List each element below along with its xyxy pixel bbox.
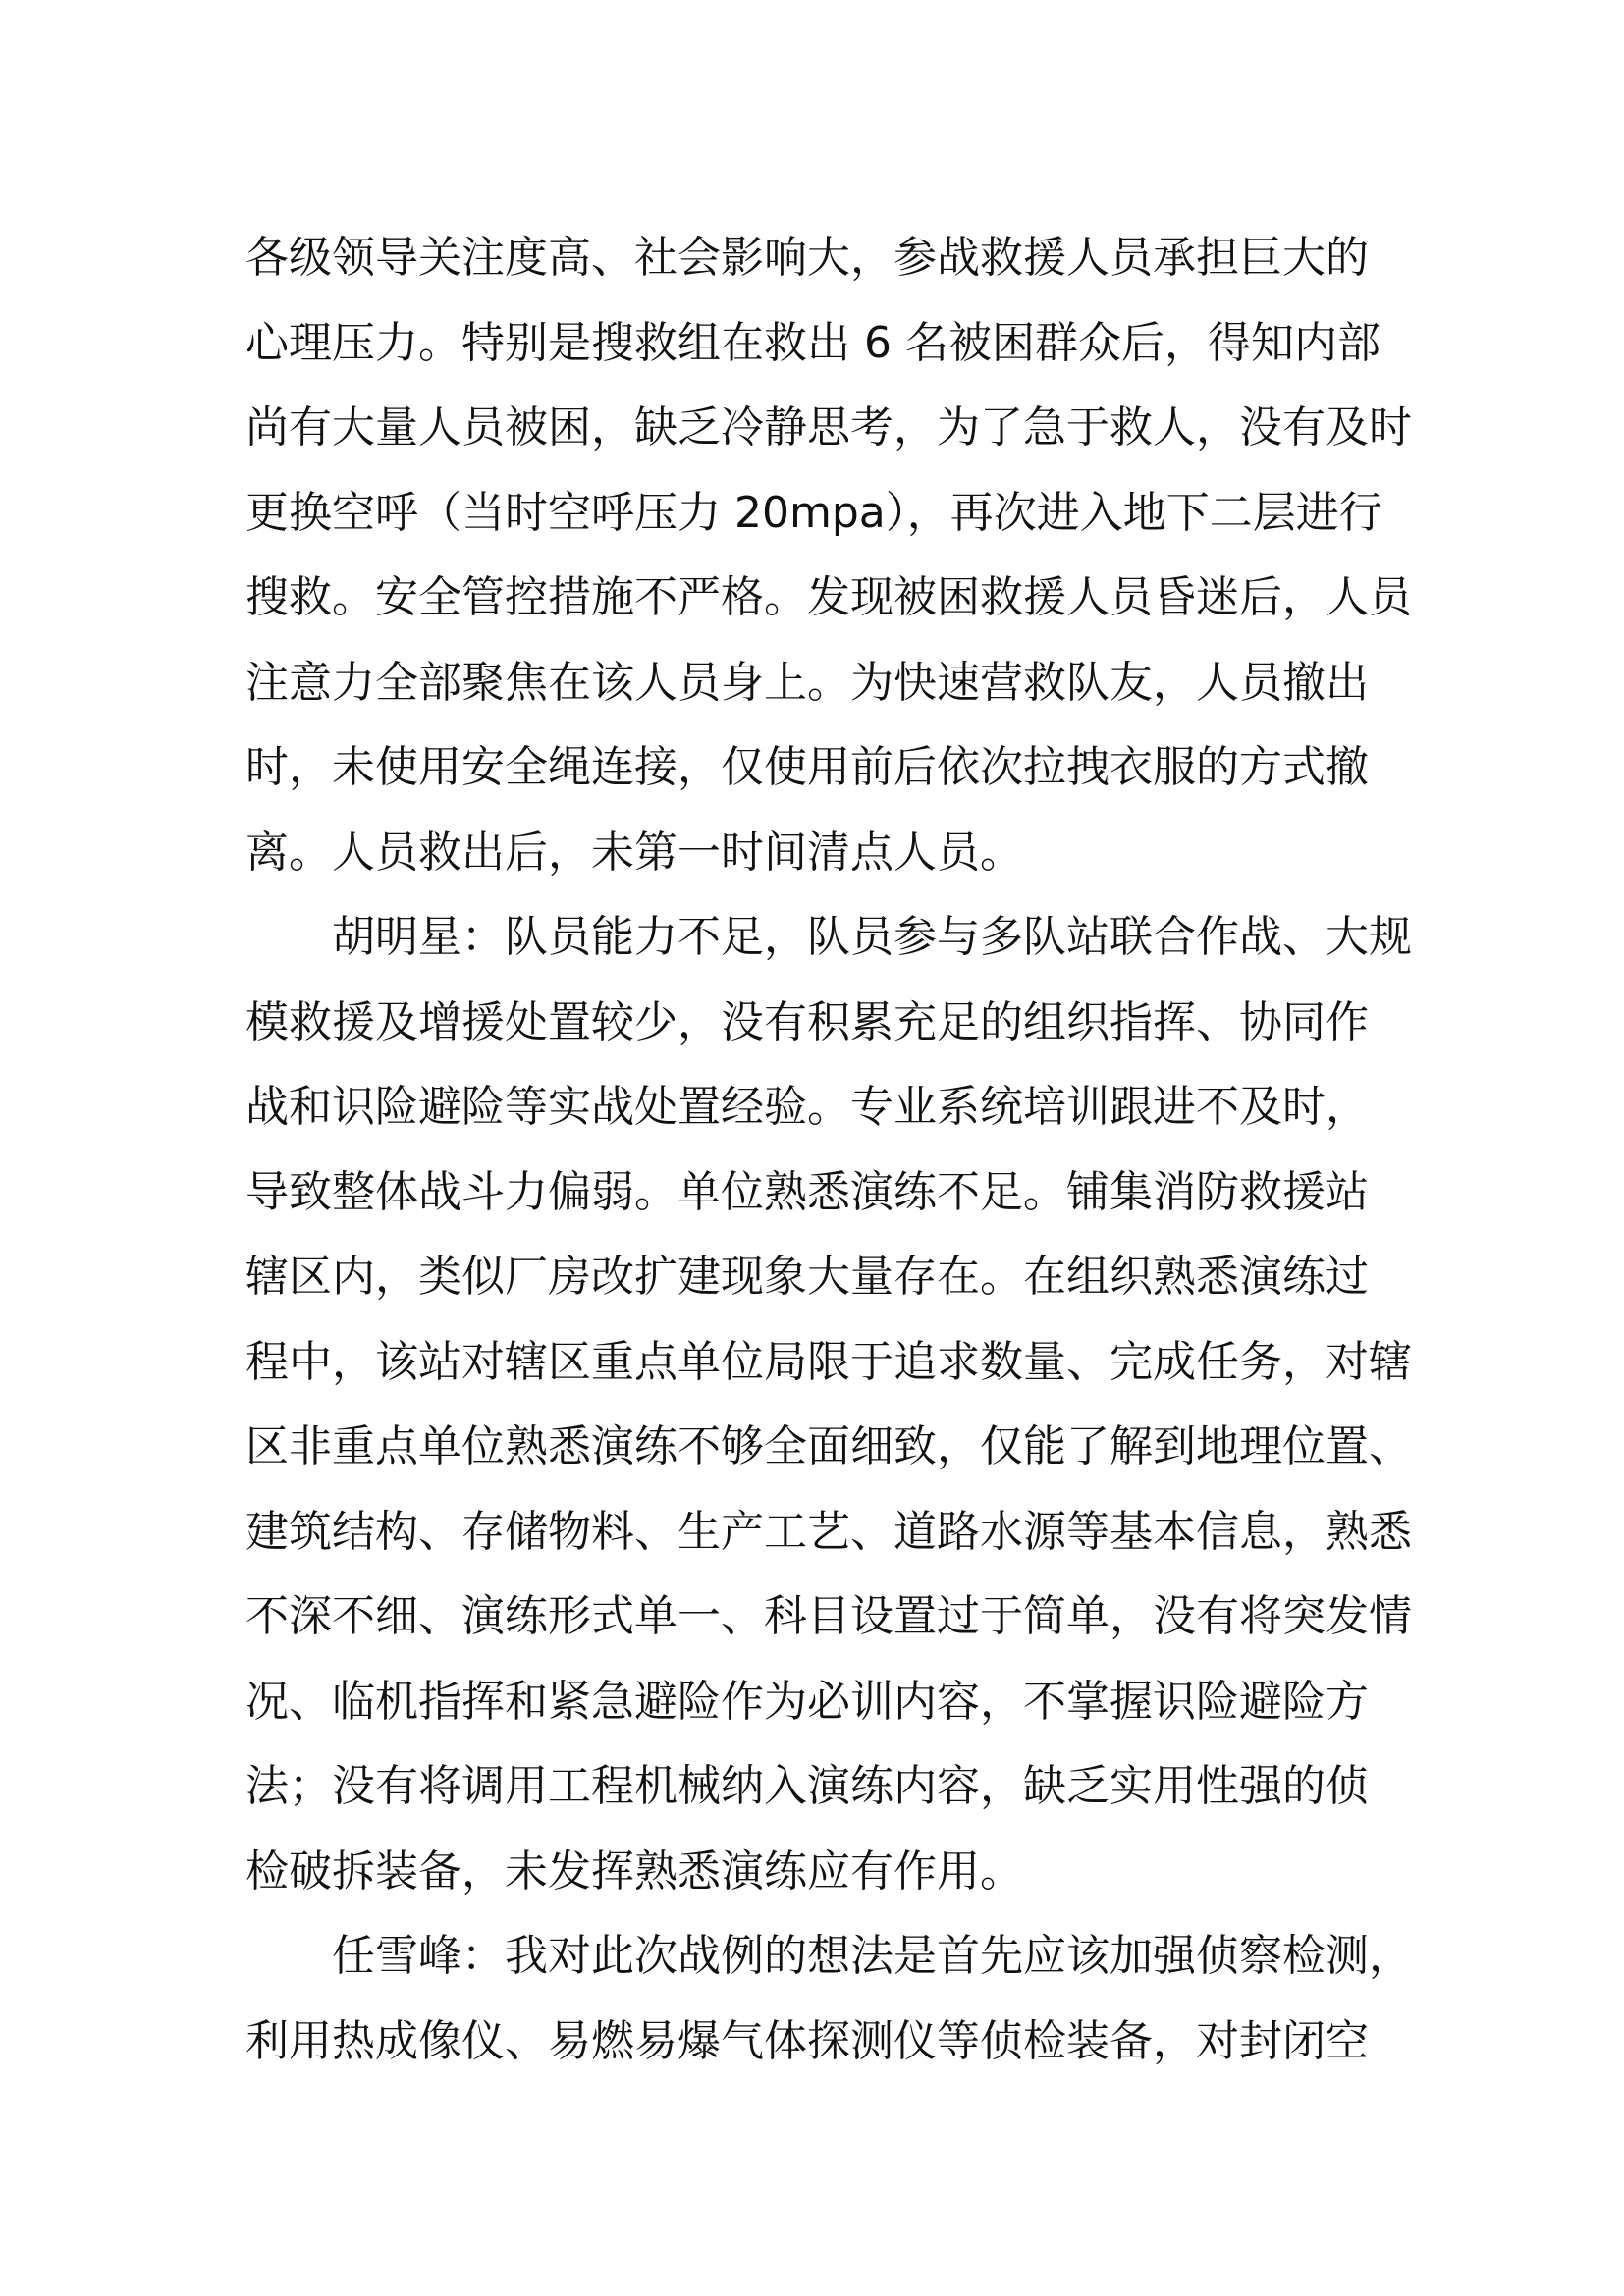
paragraph-start-line: 胡明星：队员能力不足，队员参与多队站联合作战、大规: [332, 912, 1412, 962]
text-line: 模救援及增援处置较少，没有积累充足的组织指挥、协同作: [245, 996, 1369, 1047]
text-line: 时，未使用安全绳连接，仅使用前后依次拉拽衣服的方式撤: [245, 742, 1369, 792]
text-line: 区非重点单位熟悉演练不够全面细致，仅能了解到地理位置、: [245, 1421, 1412, 1471]
body-text: [245, 216, 1412, 2084]
text-line: 更换空呼（当时空呼压力 20mpa），再次进入地下二层进行: [245, 487, 1382, 538]
text-line: 心理压力。特别是搜救组在救出 6 名被困群众后，得知内部: [245, 317, 1380, 368]
text-line: 检破拆装备，未发挥熟悉演练应有作用。: [245, 1845, 1023, 1896]
text-line: 利用热成像仪、易燃易爆气体探测仪等侦检装备，对封闭空: [245, 2015, 1369, 2066]
text-line: 搜救。安全管控措施不严格。发现被困救援人员昏迷后，人员: [245, 572, 1412, 622]
text-line: 建筑结构、存储物料、生产工艺、道路水源等基本信息，熟悉: [245, 1506, 1412, 1557]
text-line: 程中，该站对辖区重点单位局限于追求数量、完成任务，对辖: [245, 1336, 1412, 1387]
text-line: 各级领导关注度高、社会影响大，参战救援人员承担巨大的: [245, 233, 1369, 283]
text-line: 注意力全部聚焦在该人员身上。为快速营救队友，人员撤出: [245, 657, 1369, 708]
text-line: 辖区内，类似厂房改扩建现象大量存在。在组织熟悉演练过: [245, 1252, 1369, 1302]
text-line: 战和识险避险等实战处置经验。专业系统培训跟进不及时，: [245, 1082, 1369, 1132]
text-line: 不深不细、演练形式单一、科目设置过于简单，没有将突发情: [245, 1591, 1412, 1641]
text-line: 尚有大量人员被困，缺乏冷静思考，为了急于救人，没有及时: [245, 402, 1412, 453]
text-line: 离。人员救出后，未第一时间清点人员。: [245, 827, 1023, 878]
text-line: 况、临机指挥和紧急避险作为必训内容，不掌握识险避险方: [245, 1676, 1369, 1727]
paragraph-start-line: 任雪峰：我对此次战例的想法是首先应该加强侦察检测，: [332, 1931, 1412, 1981]
text-line: 法；没有将调用工程机械纳入演练内容，缺乏实用性强的侦: [245, 1761, 1369, 1811]
text-line: 导致整体战斗力偏弱。单位熟悉演练不足。铺集消防救援站: [245, 1166, 1369, 1217]
